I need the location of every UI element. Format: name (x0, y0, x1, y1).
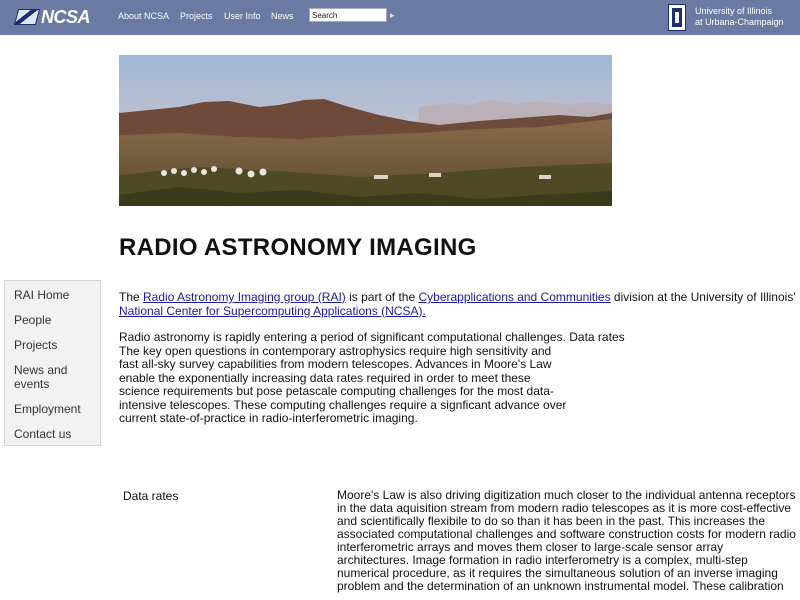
sidebar-nav (4, 280, 101, 446)
nav-about-ncsa[interactable]: About NCSA (118, 11, 170, 21)
sidebar-item-projects[interactable]: Projects (14, 338, 58, 352)
sidebar-item-rai-home[interactable]: RAI Home (14, 288, 70, 302)
sidebar-item-news-line2[interactable]: events (14, 377, 50, 391)
radio-telescope-array-photo (119, 55, 612, 206)
university-link[interactable] (695, 6, 784, 28)
intro-text-1: The (119, 290, 144, 304)
paragraph-line: Moore's Law is also driving digitization much closer to the individual antenna receptors (337, 488, 796, 502)
intro-text-2: is part of the (345, 290, 419, 304)
nav-projects[interactable]: Projects (180, 11, 213, 21)
search-arrow-icon[interactable]: ▸ (390, 10, 395, 20)
rai-group-link[interactable]: Radio Astronomy Imaging group (RAI) (143, 290, 346, 304)
ncsa-logo-icon (14, 9, 40, 25)
search-input[interactable] (309, 8, 387, 22)
sidebar-item-news-line1[interactable]: News and (14, 363, 68, 377)
intro-paragraph (119, 291, 799, 318)
page-title: RADIO ASTRONOMY IMAGING (119, 234, 477, 261)
ncsa-link[interactable]: National Center for Supercomputing Applications (NCSA). (119, 303, 426, 318)
data-rates-label: Data rates (123, 489, 179, 503)
paragraph-line: Radio astronomy is rapidly entering a period of significant computational challenges. Data rates (119, 330, 625, 344)
paragraph-line: associated computational challenges and software construction costs for modern radio (337, 527, 796, 541)
paragraph-line: current state-of-practice in radio-interferometric imaging. (119, 411, 418, 425)
sidebar-item-employment[interactable]: Employment (14, 402, 81, 416)
intro-text-3: division at the University of Illinois' (610, 290, 796, 304)
paragraph-line: The key open questions in contemporary astrophysics require high sensitivity and (119, 343, 552, 358)
nav-user-info[interactable]: User Info (224, 11, 261, 21)
university-line-2: at Urbana-Champaign (695, 17, 784, 27)
paragraph-line: science requirements but pose petascale computing challenges for the most data- (119, 384, 554, 398)
radio-astronomy-paragraph (119, 331, 629, 426)
paragraph-line: in the data aquisition stream from modern radio telescopes as it is more cost-effective (337, 501, 791, 515)
university-illinois-block-i-icon[interactable] (668, 4, 686, 31)
top-navigation-bar (0, 0, 800, 35)
paragraph-line: intensive telescopes. These computing challenges require a signficant advance over (119, 397, 567, 412)
paragraph-line: numerical procedure, as it requires the simultaneous solution of an inverse imaging (337, 566, 778, 580)
paragraph-line: and scientifically flexibile to do so than it has been in the past. This increases the (337, 514, 766, 528)
sidebar-item-contact-us[interactable]: Contact us (14, 427, 72, 441)
paragraph-line: fast all-sky survey capabilities from modern telescopes. Advances in Moore's Law (119, 357, 552, 371)
paragraph-line: interferometric arrays and moves them closer to large-scale sensor array (337, 540, 724, 554)
data-rates-paragraph (337, 489, 797, 593)
nav-news[interactable]: News (271, 11, 294, 21)
ncsa-logo-text: NCSA (41, 6, 91, 27)
paragraph-line: enable the exponentially increasing data rates required in order to meet these (119, 370, 531, 385)
university-line-1: University of Illinois (695, 6, 773, 16)
sidebar-item-people[interactable]: People (14, 313, 52, 327)
paragraph-line: architectures. Image formation in radio interferometry is a complex, multi-step (337, 553, 748, 567)
cyberapplications-link[interactable]: Cyberapplications and Communities (418, 290, 611, 304)
paragraph-line: problem and the determination of an unknown instrumental model. These calibration (337, 579, 784, 593)
ncsa-logo[interactable] (16, 8, 90, 26)
